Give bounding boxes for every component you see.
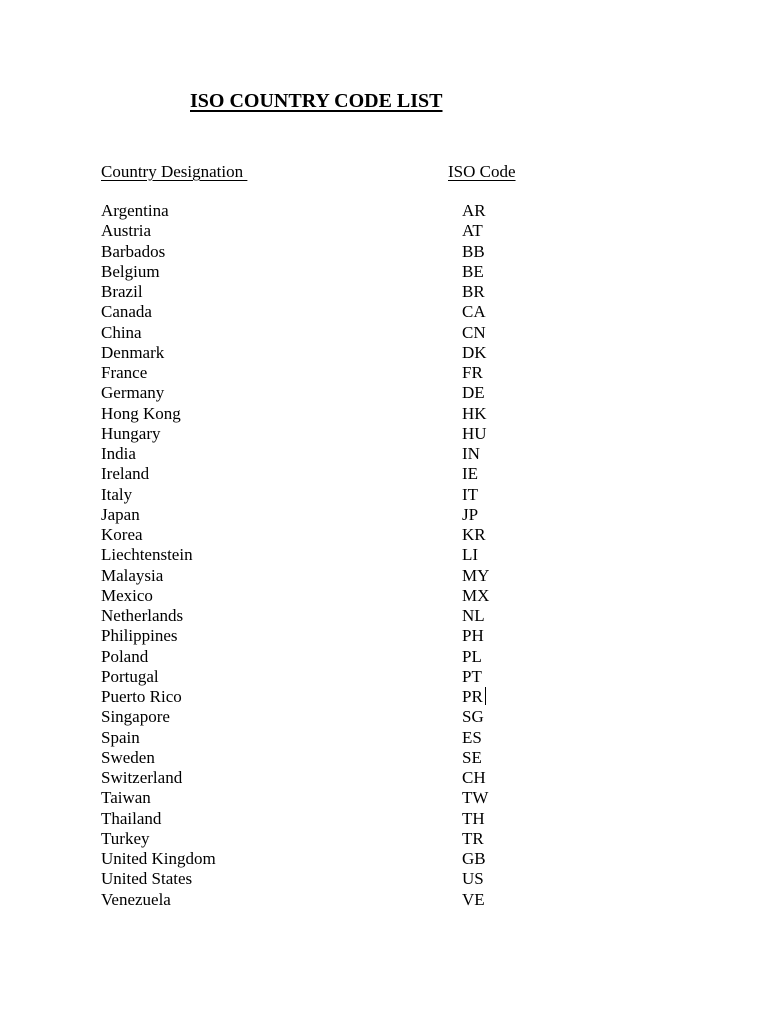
country-name: Canada <box>101 302 152 322</box>
iso-code-text: DE <box>462 383 485 403</box>
iso-code <box>462 525 486 545</box>
page-title: ISO COUNTRY CODE LIST <box>190 90 443 112</box>
table-row <box>0 525 768 545</box>
iso-code <box>462 829 484 849</box>
country-name: Liechtenstein <box>101 545 193 565</box>
country-name: China <box>101 322 142 342</box>
table-row <box>0 282 768 302</box>
table-row <box>0 829 768 849</box>
country-name: Spain <box>101 727 140 747</box>
country-name: Germany <box>101 383 165 403</box>
iso-code <box>462 221 483 241</box>
country-name: Italy <box>101 484 133 504</box>
iso-code <box>462 869 484 889</box>
iso-code <box>462 363 483 383</box>
iso-code-text: LI <box>462 545 479 565</box>
iso-code <box>462 890 485 910</box>
country-name: Korea <box>101 525 143 544</box>
country-name: Netherlands <box>101 606 184 625</box>
iso-code <box>462 586 489 606</box>
table-row <box>0 242 768 262</box>
iso-code-text: TR <box>462 828 484 848</box>
country-name: Barbados <box>101 241 166 261</box>
iso-code-text: NL <box>462 606 485 625</box>
table-row <box>0 363 768 383</box>
table-row <box>0 343 768 363</box>
iso-code-text: US <box>462 869 484 889</box>
country-name: Thailand <box>101 808 162 828</box>
iso-code <box>462 424 487 444</box>
iso-code <box>462 748 482 768</box>
table-row <box>0 647 768 667</box>
table-row <box>0 687 768 707</box>
iso-code-text: HU <box>462 423 487 443</box>
iso-code-text: TW <box>462 788 489 808</box>
table-row <box>0 323 768 343</box>
iso-code <box>462 545 478 565</box>
country-name: Belgium <box>101 261 160 281</box>
iso-code-text: AT <box>462 221 483 241</box>
iso-code-text: PT <box>462 666 482 686</box>
iso-code-text: IT <box>462 484 479 504</box>
table-row <box>0 586 768 606</box>
country-name: Taiwan <box>101 788 151 808</box>
iso-code-text: PR <box>462 687 483 706</box>
iso-code-text: GB <box>462 849 486 868</box>
country-name: Poland <box>101 646 149 666</box>
iso-code-text: AR <box>462 201 486 220</box>
table-row <box>0 707 768 727</box>
table-row <box>0 221 768 241</box>
iso-code <box>462 647 482 667</box>
country-name: Austria <box>101 221 152 241</box>
iso-code-text: BB <box>462 241 485 261</box>
table-row <box>0 485 768 505</box>
table-row <box>0 667 768 687</box>
iso-code <box>462 728 482 748</box>
iso-code-text: MY <box>462 565 490 585</box>
iso-code-text: PH <box>462 626 484 646</box>
iso-code <box>462 505 478 525</box>
table-row <box>0 626 768 646</box>
country-name: India <box>101 444 136 463</box>
iso-code <box>462 768 486 788</box>
country-name: United States <box>101 869 193 889</box>
iso-code <box>462 667 482 687</box>
table-row <box>0 728 768 748</box>
iso-code <box>462 242 485 262</box>
country-name: Argentina <box>101 201 169 220</box>
iso-code-text: IE <box>462 464 479 484</box>
iso-code-text: CN <box>462 322 486 342</box>
iso-code <box>462 809 485 829</box>
country-name: Denmark <box>101 342 165 362</box>
iso-code <box>462 383 485 403</box>
iso-code-text: BR <box>462 282 485 301</box>
country-name: Venezuela <box>101 889 171 909</box>
iso-code-text: PL <box>462 646 482 666</box>
iso-code <box>462 606 485 626</box>
iso-code <box>462 404 487 424</box>
country-name: Portugal <box>101 666 159 686</box>
table-row <box>0 869 768 889</box>
iso-code <box>462 302 486 322</box>
table-row <box>0 404 768 424</box>
table-row <box>0 890 768 910</box>
iso-code-text: HK <box>462 403 487 423</box>
table-row <box>0 545 768 565</box>
table-row <box>0 768 768 788</box>
table-row <box>0 302 768 322</box>
iso-code <box>462 282 485 302</box>
iso-code <box>462 343 487 363</box>
iso-code-text: IN <box>462 444 480 463</box>
iso-code <box>462 323 486 343</box>
table-row <box>0 262 768 282</box>
table-row <box>0 788 768 808</box>
iso-code <box>462 626 484 646</box>
table-row <box>0 505 768 525</box>
iso-code-text: KR <box>462 525 486 544</box>
iso-code-text: CH <box>462 768 486 787</box>
table-row <box>0 424 768 444</box>
iso-code-text: VE <box>462 889 485 909</box>
iso-code <box>462 464 478 484</box>
iso-code <box>462 687 486 707</box>
column-header-country: Country Designation <box>101 162 248 181</box>
iso-code-text: MX <box>462 585 490 605</box>
iso-code <box>462 444 480 464</box>
iso-code <box>462 262 484 282</box>
country-name: Mexico <box>101 585 153 605</box>
iso-code-text: DK <box>462 342 487 362</box>
iso-code <box>462 788 488 808</box>
table-row <box>0 849 768 869</box>
country-name: Philippines <box>101 626 178 646</box>
iso-code <box>462 849 486 869</box>
country-name: France <box>101 363 148 382</box>
iso-code <box>462 201 486 221</box>
table-row <box>0 566 768 586</box>
table-row <box>0 464 768 484</box>
country-code-list <box>0 201 768 910</box>
country-name: Singapore <box>101 707 170 727</box>
iso-code <box>462 566 489 586</box>
country-name: United Kingdom <box>101 849 216 868</box>
iso-code <box>462 485 478 505</box>
country-name: Hong Kong <box>101 403 181 423</box>
iso-code-text: BE <box>462 261 484 281</box>
iso-code-text: ES <box>462 727 482 747</box>
table-row <box>0 748 768 768</box>
iso-code-text: SE <box>462 747 482 767</box>
country-name: Malaysia <box>101 565 164 585</box>
iso-code-text: TH <box>462 808 485 828</box>
iso-code-text: JP <box>462 504 479 524</box>
table-row <box>0 809 768 829</box>
country-name: Turkey <box>101 828 150 848</box>
country-name: Switzerland <box>101 768 183 787</box>
country-name: Brazil <box>101 282 143 301</box>
iso-code-text: CA <box>462 302 486 322</box>
iso-code-text: FR <box>462 363 483 382</box>
table-row <box>0 201 768 221</box>
country-name: Puerto Rico <box>101 687 182 706</box>
country-name: Ireland <box>101 464 150 484</box>
country-name: Hungary <box>101 423 161 443</box>
table-row <box>0 383 768 403</box>
column-header-iso-code: ISO Code <box>448 162 516 181</box>
table-row <box>0 444 768 464</box>
table-row <box>0 606 768 626</box>
country-name: Sweden <box>101 747 155 767</box>
country-name: Japan <box>101 504 140 524</box>
iso-code <box>462 707 484 727</box>
text-cursor <box>485 687 486 705</box>
iso-code-text: SG <box>462 707 484 727</box>
